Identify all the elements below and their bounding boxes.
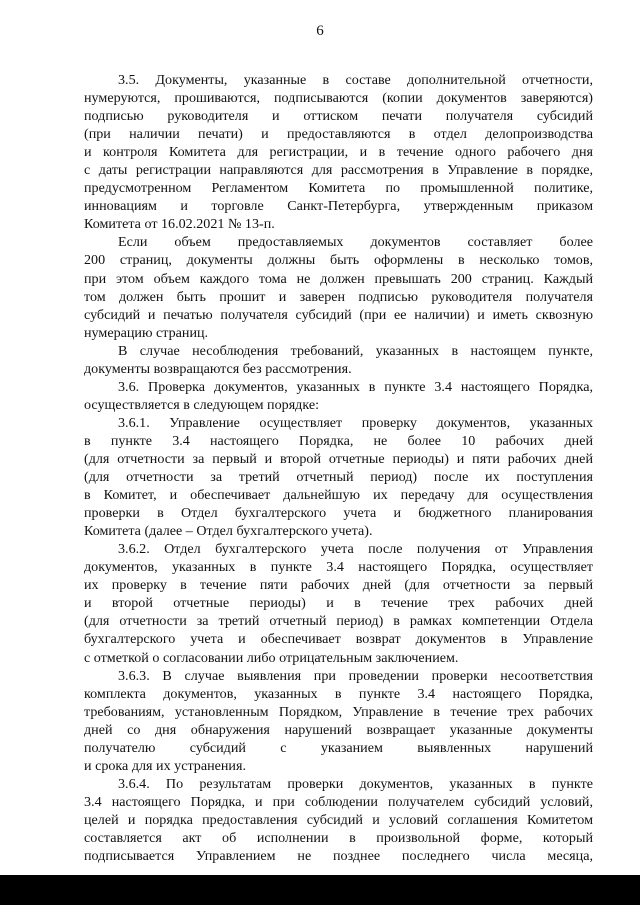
document-body — [0, 71, 640, 865]
text-line: 3.5. Документы, указанные в составе дополнительной отчетности, — [118, 72, 593, 88]
text-line: в пункте 3.4 настоящего Порядка, не более 10 рабочих дней — [84, 432, 593, 449]
text-line: и срока для их устранения. — [84, 757, 246, 774]
text-line: комплекта документов, указанных в пункте 3.4 настоящего Порядка, — [84, 685, 593, 702]
text-line: осуществляется в следующем порядке: — [84, 396, 320, 413]
text-line: 3.6.1. Управление осуществляет проверку документов, указанных — [118, 414, 593, 431]
text-line: 200 страниц, документы должны быть оформлены в несколько томов, — [84, 252, 593, 269]
text-line: подписью руководителя и оттиском печати получателя субсидий — [84, 108, 593, 125]
scan-bottom-border — [0, 875, 640, 905]
text-line: 3.4 настоящего Порядка, и при соблюдении получателем субсидий условий, — [84, 793, 593, 810]
text-line: проверки в Отдел бухгалтерского учета и бюджетного планирования — [84, 505, 593, 522]
text-line: 3.6. Проверка документов, указанных в пункте 3.4 настоящего Порядка, — [118, 378, 593, 395]
text-line: субсидий и печатью получателя субсидий (при ее наличии) и иметь сквозную — [84, 306, 593, 323]
text-line: 3.6.4. По результатам проверки документов, указанных в пункте — [118, 775, 593, 792]
text-line: предусмотренном Регламентом Комитета по промышленной политике, — [84, 180, 593, 197]
text-line: требованиям, установленным Порядком, Управление в течение трех рабочих — [84, 703, 593, 720]
text-line: в Комитет, и обеспечивает дальнейшую их передачу для осуществления — [84, 487, 593, 504]
text-line: Комитета от 16.02.2021 № 13-п. — [84, 216, 275, 233]
text-line: 3.6.3. В случае выявления при проведении проверки несоответствия — [118, 667, 593, 684]
text-line: (для отчетности за третий отчетный период) в рамках компетенции Отдела — [84, 613, 593, 630]
text-line: (для отчетности за первый и второй отчетные периоды) и пяти рабочих дней — [84, 450, 593, 467]
text-line: документы возвращаются без рассмотрения. — [84, 360, 352, 377]
text-line: составляется акт об исполнении в произвольной форме, который — [84, 829, 593, 846]
text-line: при этом объем каждого тома не должен превышать 200 страниц. Каждый — [84, 270, 593, 287]
text-line: (для отчетности за третий отчетный период) после их поступления — [84, 469, 593, 486]
text-line: с даты регистрации направляются для рассмотрения в Управление в порядке, — [84, 162, 593, 179]
text-line: дней со дня обнаружения нарушений возвращает указанные документы — [84, 721, 593, 738]
text-line: Если объем предоставляемых документов составляет более — [118, 234, 593, 251]
text-line: нумеруются, прошиваются, подписываются (копии документов заверяются) — [84, 90, 593, 107]
text-line: 3.6.2. Отдел бухгалтерского учета после получения от Управления — [118, 541, 593, 558]
text-line: подписывается Управлением не позднее последнего числа месяца, — [84, 848, 593, 865]
text-line: инновациям и торговле Санкт-Петербурга, утвержденным приказом — [84, 198, 593, 215]
text-line: получателю субсидий с указанием выявленных нарушений — [84, 739, 593, 756]
text-line: целей и порядка предоставления субсидий и условий соглашения Комитетом — [84, 811, 593, 828]
text-line: бухгалтерского учета и обеспечивает возврат документов в Управление — [84, 631, 593, 648]
text-line: (при наличии печати) и предоставляются в отдел делопроизводства — [84, 126, 593, 143]
text-line: с отметкой о согласовании либо отрицательным заключением. — [84, 649, 459, 666]
text-line: и второй отчетные периоды) и в течение трех рабочих дней — [84, 595, 593, 612]
text-line: Комитета (далее – Отдел бухгалтерского учета). — [84, 523, 373, 540]
text-line: том должен быть прошит и заверен подписью руководителя получателя — [84, 288, 593, 305]
text-line: В случае несоблюдения требований, указанных в настоящем пункте, — [118, 342, 593, 359]
text-line: нумерацию страниц. — [84, 324, 209, 341]
page-number: 6 — [316, 23, 324, 39]
text-line: и контроля Комитета для регистрации, и в течение одного рабочего дня — [84, 144, 593, 161]
text-line: их проверку в течение пяти рабочих дней (для отчетности за первый — [84, 577, 593, 594]
text-line: документов, указанных в пункте 3.4 настоящего Порядка, осуществляет — [84, 559, 593, 576]
